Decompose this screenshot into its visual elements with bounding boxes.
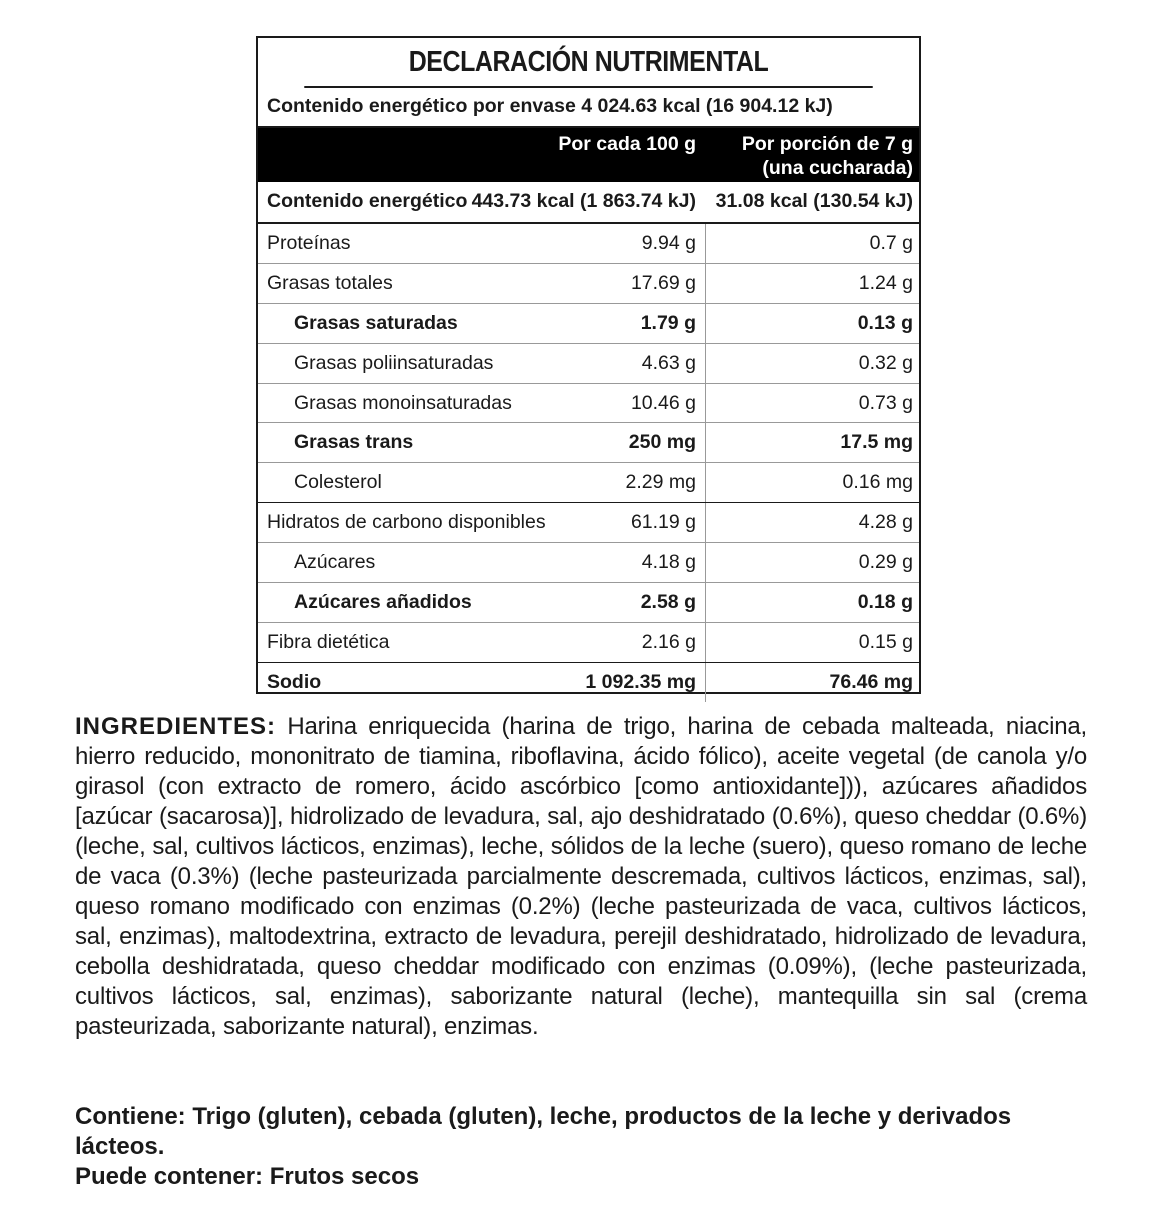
row-value-portion: 0.13 g xyxy=(857,311,913,334)
table-row xyxy=(258,583,919,623)
row-value-portion: 0.7 g xyxy=(869,232,913,254)
row-value-100g: 10.46 g xyxy=(630,391,696,414)
row-label: Sodio xyxy=(267,670,322,693)
row-value-portion: 0.15 g xyxy=(858,630,913,653)
col-per-portion-line1: Por porción de 7 g xyxy=(741,133,913,155)
row-label: Hidratos de carbono disponibles xyxy=(267,511,546,534)
table-row xyxy=(258,623,919,663)
row-value-100g: 1 092.35 mg xyxy=(585,670,696,693)
row-value-100g: 443.73 kcal (1 863.74 kJ) xyxy=(471,190,696,212)
table-row xyxy=(258,423,919,463)
row-value-portion: 0.32 g xyxy=(858,351,913,374)
row-value-100g: 9.94 g xyxy=(641,232,696,254)
allergen-statement xyxy=(75,1102,1087,1192)
table-row xyxy=(258,304,919,344)
row-value-portion: 31.08 kcal (130.54 kJ) xyxy=(715,190,913,212)
row-value-portion: 4.28 g xyxy=(858,511,913,534)
table-row xyxy=(258,384,919,424)
ingredients-text: Harina enriquecida (harina de trigo, harina de cebada malteada, niacina, hierro reducido, mononitrato de tiamina, riboflavina, ácido fólico), aceite vegetal (de canola y/o girasol (con extracto de romero, ácido ascórbico [como antioxidante])), azúcares añadidos [azúcar (sacarosa)], hidrolizado de levadura, sal, ajo deshidratado (0.6%), queso cheddar (0.6%) (leche, sal, cultivos lácticos, enzimas), leche, sólidos de la leche (suero), queso romano de leche de vaca (0.3%) (leche pasteurizada parcialmente descremada, cultivos lácticos, enzimas, sal), queso romano modificado con enzimas (0.2%) (leche pasteurizada de vaca, cultivos lácticos, sal, enzimas), maltodextrina, extracto de levadura, perejil deshidratado, hidrolizado de levadura, cebolla deshidratada, queso cheddar modificado con enzimas (0.09%), (leche pasteurizada, cultivos lácticos, sal, enzimas), saborizante natural (leche), mantequilla sin sal (crema pasteurizada, saborizante natural), enzimas. xyxy=(75,713,1088,1040)
table-row xyxy=(258,503,919,543)
row-value-portion: 1.24 g xyxy=(858,271,913,294)
row-label: Grasas trans xyxy=(294,431,414,454)
table-row xyxy=(258,663,919,702)
ingredients-label: INGREDIENTES: xyxy=(75,713,277,740)
row-value-100g: 4.63 g xyxy=(641,351,696,374)
row-label: Azúcares xyxy=(294,551,376,574)
row-value-100g: 17.69 g xyxy=(630,271,696,294)
row-value-100g: 1.79 g xyxy=(640,311,696,334)
energy-row xyxy=(258,182,919,224)
table-row xyxy=(258,224,919,264)
row-value-portion: 0.73 g xyxy=(858,391,913,414)
row-value-100g: 250 mg xyxy=(628,431,696,454)
row-value-100g: 2.58 g xyxy=(640,591,696,614)
row-label: Grasas totales xyxy=(267,271,393,294)
table-row xyxy=(258,463,919,503)
row-label: Proteínas xyxy=(267,232,351,254)
row-value-portion: 0.18 g xyxy=(857,591,913,614)
row-value-portion: 17.5 mg xyxy=(840,431,913,454)
row-value-portion: 0.16 mg xyxy=(842,471,913,494)
row-value-100g: 2.16 g xyxy=(641,630,696,653)
row-value-portion: 76.46 mg xyxy=(829,670,913,693)
column-header xyxy=(258,128,919,182)
contains-text: Contiene: Trigo (gluten), cebada (gluten), leche, productos de la leche y derivados lácteos. xyxy=(75,1103,1012,1160)
row-value-portion: 0.29 g xyxy=(858,551,913,574)
row-label: Azúcares añadidos xyxy=(294,591,472,614)
row-label: Grasas saturadas xyxy=(294,311,458,334)
row-label: Grasas poliinsaturadas xyxy=(294,351,494,374)
may-contain-text: Puede contener: Frutos secos xyxy=(75,1163,420,1190)
table-title: DECLARACIÓN NUTRIMENTAL xyxy=(304,38,872,88)
nutrition-facts-table xyxy=(256,36,921,694)
col-per-portion-header xyxy=(742,132,913,180)
col-per-portion-line2: (una cucharada) xyxy=(762,157,913,179)
row-label: Contenido energético xyxy=(267,190,468,212)
row-label: Fibra dietética xyxy=(267,630,390,653)
energy-per-package: Contenido energético por envase 4 024.63 kcal (16 904.12 kJ) xyxy=(258,88,919,128)
row-value-100g: 4.18 g xyxy=(641,551,696,574)
row-label: Grasas monoinsaturadas xyxy=(294,391,512,414)
table-row xyxy=(258,543,919,583)
ingredients-paragraph xyxy=(75,712,1087,1042)
table-row xyxy=(258,264,919,304)
row-label: Colesterol xyxy=(294,471,382,494)
table-row xyxy=(258,344,919,384)
row-value-100g: 2.29 mg xyxy=(625,471,696,494)
col-per-100g-header: Por cada 100 g xyxy=(558,133,696,155)
row-value-100g: 61.19 g xyxy=(630,511,696,534)
